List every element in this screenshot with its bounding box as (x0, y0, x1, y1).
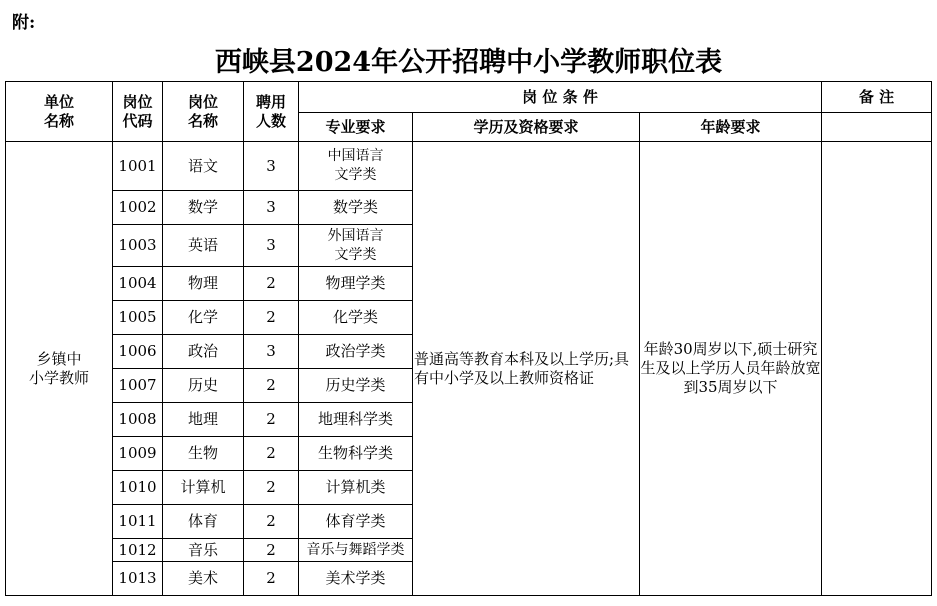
position-name: 美术 (163, 562, 244, 596)
position-name: 计算机 (163, 471, 244, 505)
header-remarks-blank (822, 113, 932, 142)
position-code: 1002 (113, 191, 163, 225)
hire-count: 2 (244, 301, 299, 335)
position-name: 历史 (163, 369, 244, 403)
position-code: 1012 (113, 539, 163, 562)
position-name: 语文 (163, 142, 244, 191)
hire-count: 3 (244, 142, 299, 191)
major-requirement: 政治学类 (299, 335, 413, 369)
remarks-cell (822, 142, 932, 596)
hire-count: 2 (244, 403, 299, 437)
position-name: 物理 (163, 267, 244, 301)
position-code: 1006 (113, 335, 163, 369)
education-requirement: 普通高等教育本科及以上学历;具有中小学及以上教师资格证 (413, 142, 640, 596)
hire-count: 3 (244, 191, 299, 225)
position-name: 生物 (163, 437, 244, 471)
major-requirement: 中国语言 文学类 (299, 142, 413, 191)
position-name: 地理 (163, 403, 244, 437)
header-code: 岗位 代码 (113, 82, 163, 142)
hire-count: 2 (244, 539, 299, 562)
position-code: 1007 (113, 369, 163, 403)
hire-count: 3 (244, 335, 299, 369)
position-code: 1008 (113, 403, 163, 437)
position-name: 英语 (163, 225, 244, 267)
table-body (6, 142, 932, 596)
position-code: 1004 (113, 267, 163, 301)
table-row (6, 142, 932, 191)
position-code: 1013 (113, 562, 163, 596)
hire-count: 2 (244, 369, 299, 403)
position-code: 1009 (113, 437, 163, 471)
major-requirement: 物理学类 (299, 267, 413, 301)
position-name: 政治 (163, 335, 244, 369)
unit-name: 乡镇中 小学教师 (6, 142, 113, 596)
major-requirement: 计算机类 (299, 471, 413, 505)
major-requirement: 外国语言 文学类 (299, 225, 413, 267)
hire-count: 2 (244, 437, 299, 471)
major-requirement: 历史学类 (299, 369, 413, 403)
major-requirement: 美术学类 (299, 562, 413, 596)
major-requirement: 体育学类 (299, 505, 413, 539)
hire-count: 2 (244, 471, 299, 505)
positions-table (5, 81, 932, 596)
header-unit: 单位 名称 (6, 82, 113, 142)
position-code: 1005 (113, 301, 163, 335)
major-requirement: 地理科学类 (299, 403, 413, 437)
hire-count: 2 (244, 267, 299, 301)
hire-count: 3 (244, 225, 299, 267)
header-count: 聘用 人数 (244, 82, 299, 142)
header-age: 年龄要求 (640, 113, 822, 142)
age-requirement: 年龄30周岁以下,硕士研究生及以上学历人员年龄放宽到35周岁以下 (640, 142, 822, 596)
position-name: 化学 (163, 301, 244, 335)
position-code: 1001 (113, 142, 163, 191)
position-code: 1011 (113, 505, 163, 539)
header-post: 岗位 名称 (163, 82, 244, 142)
attachment-label: 附: (12, 13, 36, 33)
header-conditions: 岗 位 条 件 (299, 82, 822, 113)
hire-count: 2 (244, 505, 299, 539)
header-education: 学历及资格要求 (413, 113, 640, 142)
position-code: 1010 (113, 471, 163, 505)
major-requirement: 数学类 (299, 191, 413, 225)
position-code: 1003 (113, 225, 163, 267)
header-remarks: 备 注 (822, 82, 932, 113)
position-name: 音乐 (163, 539, 244, 562)
position-name: 体育 (163, 505, 244, 539)
header-major: 专业要求 (299, 113, 413, 142)
page-title: 西峡县2024年公开招聘中小学教师职位表 (214, 47, 723, 78)
major-requirement: 生物科学类 (299, 437, 413, 471)
major-requirement: 音乐与舞蹈学类 (299, 539, 413, 562)
hire-count: 2 (244, 562, 299, 596)
major-requirement: 化学类 (299, 301, 413, 335)
position-name: 数学 (163, 191, 244, 225)
